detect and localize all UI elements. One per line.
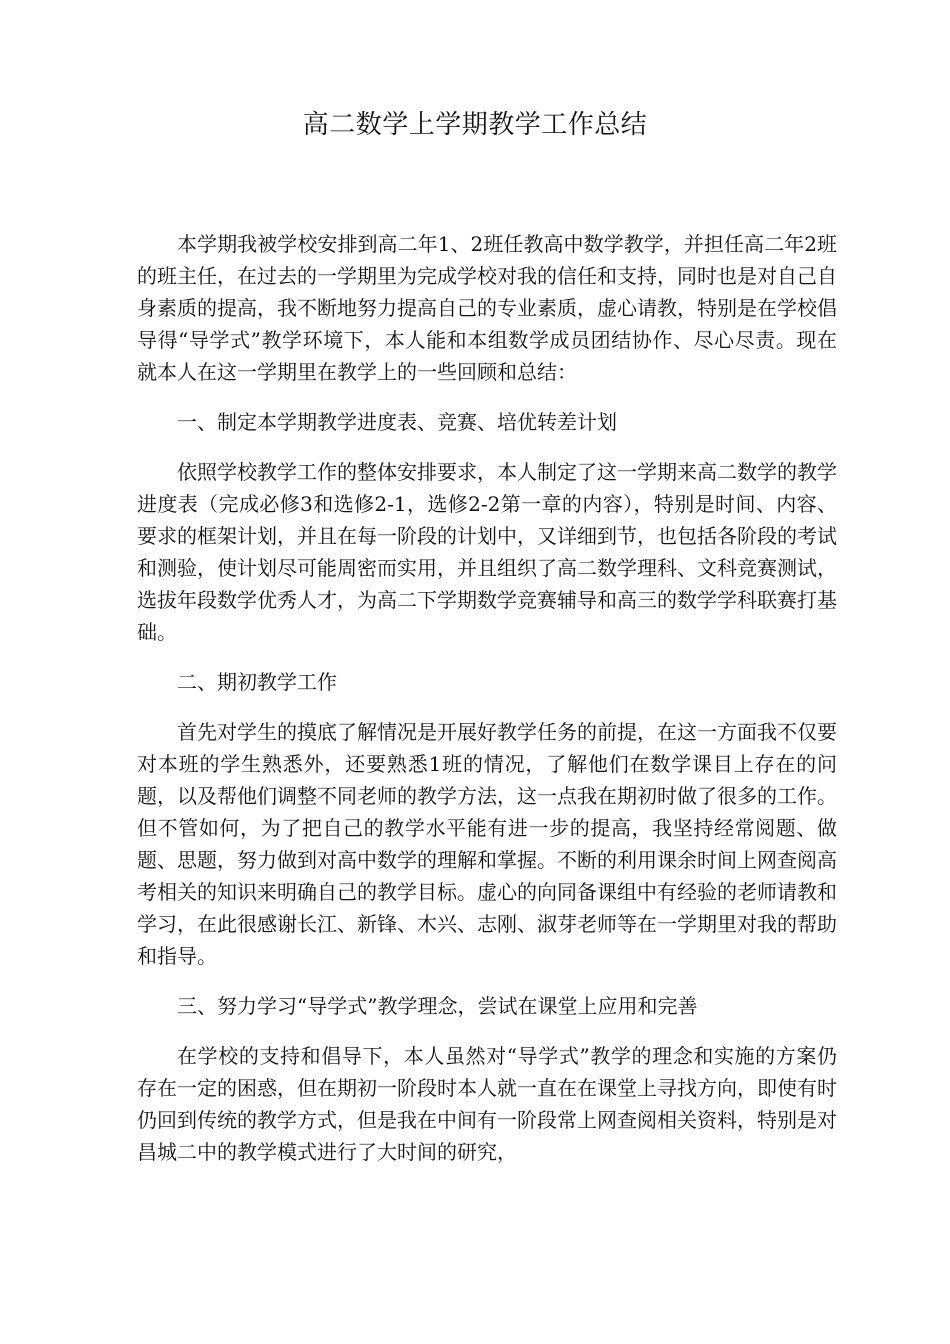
section-1-paragraph: 依照学校教学工作的整体安排要求，本人制定了这一学期来高二数学的教学进度表（完成必修3和选修2-1，选修2-2第一章的内容），特别是时间、内容、要求的框架计划，并且在每一阶段的计划中，又详细到节，也包括各阶段的考试和测验，使计划尽可能周密而实用，并且组织了高二数学理科、文科竞赛测试，选拔年段数学优秀人才，为高二下学期数学竞赛辅导和高三的数学学科联赛打基础。 bbox=[137, 460, 837, 644]
section-heading-2: 二、期初教学工作 bbox=[177, 670, 337, 694]
section-heading-1: 一、制定本学期教学进度表、竞赛、培优转差计划 bbox=[177, 410, 617, 434]
section-3-paragraph: 在学校的支持和倡导下，本人虽然对“导学式”教学的理念和实施的方案仍存在一定的困惑，但在期初一阶段时本人就一直在在课堂上寻找方向，即使有时仍回到传统的教学方式，但是我在中间有一阶段常上网查阅相关资料，特别是对昌城二中的教学模式进行了大时间的研究， bbox=[137, 1044, 837, 1164]
section-2-paragraph: 首先对学生的摸底了解情况是开展好教学任务的前提，在这一方面我不仅要对本班的学生熟悉外，还要熟悉1班的情况，了解他们在数学课目上存在的问题，以及帮他们调整不同老师的教学方法，这一点我在期初时做了很多的工作。但不管如何，为了把自己的教学水平能有进一步的提高，我坚持经常阅题、做题、思题，努力做到对高中数学的理解和掌握。不断的利用课余时间上网查阅高考相关的知识来明确自己的教学目标。虚心的向同备课组中有经验的老师请教和学习，在此很感谢长江、新锋、木兴、志刚、淑芽老师等在一学期里对我的帮助和指导。 bbox=[137, 720, 837, 968]
intro-paragraph: 本学期我被学校安排到高二年1、2班任教高中数学教学，并担任高二年2班的班主任，在过去的一学期里为完成学校对我的信任和支持，同时也是对自己自身素质的提高，我不断地努力提高自己的专业素质，虚心请教，特别是在学校倡导得“导学式”教学环境下，本人能和本组数学成员团结协作、尽心尽责。现在就本人在这一学期里在教学上的一些回顾和总结： bbox=[137, 232, 837, 384]
document-title: 高二数学上学期教学工作总结 bbox=[302, 110, 648, 140]
section-heading-3: 三、努力学习“导学式”教学理念，尝试在课堂上应用和完善 bbox=[177, 994, 698, 1018]
document-body bbox=[137, 228, 837, 1186]
